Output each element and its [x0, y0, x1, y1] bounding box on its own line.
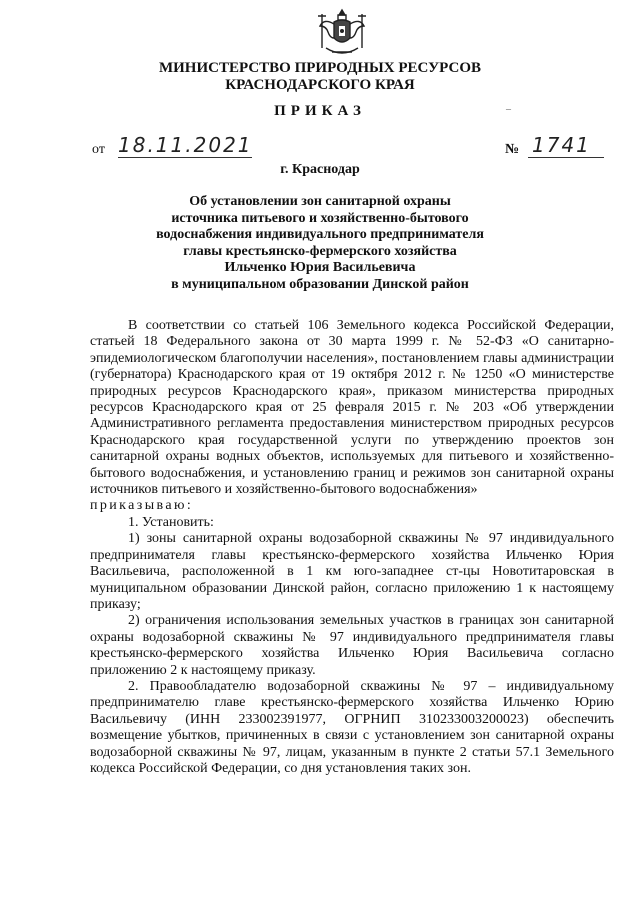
item-1-2: 2) ограничения использования земельных участков в границах зон санитарной охраны водозаборной скважины № 97 индивидуального предпринимателя главы крестьянско-фермерского хозяйства Ильченко Юрия Васильевича согласно приложению 2 к настоящему приказу. [90, 613, 614, 678]
ministry-name-line1: МИНИСТЕРСТВО ПРИРОДНЫХ РЕСУРСОВ [158, 60, 482, 76]
tick-mark: – [506, 104, 511, 115]
date-label: от [92, 142, 105, 157]
subject-line: источника питьевого и хозяйственно-бытового [171, 210, 469, 226]
ministry-name-line2: КРАСНОДАРСКОГО КРАЯ [225, 77, 415, 93]
number-handwritten: 1741 [532, 133, 591, 157]
date-field [118, 133, 252, 158]
subject-line: Ильченко Юрия Васильевича [224, 260, 416, 275]
order-subject [120, 194, 520, 293]
date-handwritten: 18.11.2021 [118, 133, 253, 157]
city: г. Краснодар [280, 162, 360, 177]
intro-paragraph: В соответствии со статьей 106 Земельного кодекса Российской Федерации, статьей 18 Федерального закона от 30 марта 1999 г. № 52-ФЗ «О санитарно-эпидемиологическом благополучии населения», постановлением главы администрации (губернатора) Краснодарского края от 19 октября 2012 г. № 1250 «О министерстве природных ресурсов Краснодарского края», приказом министерства природных ресурсов Краснодарского края от 25 февраля 2015 г. № 203 «Об утверждении Административного регламента предоставления министерством природных ресурсов Краснодарского края государственной услуги по утверждению проектов зон санитарной охраны водных объектов, используемых для питьевого и хозяйственно-бытового водоснабжения, и установлению границ и режимов зон санитарной охраны источников питьевого и хозяйственно-бытового водоснабжения» [90, 318, 614, 498]
order-word: приказываю: [90, 498, 194, 514]
item-2: 2. Правообладателю водозаборной скважины № 97 – индивидуальному предпринимателю главе крестьянско-фермерского хозяйства Ильченко Юрию Васильевичу (ИНН 233002391977, ОГРНИП 310233003200023) обеспечить возмещение убытков, причиненных в связи с установлением зон санитарной охраны водозаборной скважины № 97, лицам, указанным в пункте 2 статьи 57.1 Земельного кодекса Российской Федерации, со дня установления таких зон. [90, 678, 614, 776]
number-label: № [505, 142, 520, 157]
krasnodar-coat-of-arms-icon [312, 8, 372, 60]
ministry-name [100, 60, 540, 94]
subject-line: в муниципальном образовании Динской район [171, 276, 469, 292]
item-1-1: 1) зоны санитарной охраны водозаборной скважины № 97 индивидуального предпринимателя главы крестьянско-фермерского хозяйства Ильченко Юрия Васильевича, расположенной в 1 км юго-западнее ст-цы Новотитаровская в муниципальном образовании Динской район, согласно приложению 1 к настоящему приказу; [90, 531, 614, 612]
order-body [90, 318, 614, 777]
item-1: 1. Установить: [128, 514, 214, 530]
subject-line: Об установлении зон санитарной охраны [189, 194, 451, 209]
order-title: ПРИКАЗ [274, 103, 366, 119]
number-field [528, 133, 604, 158]
subject-line: водоснабжения индивидуального предпринимателя [156, 227, 484, 242]
subject-line: главы крестьянско-фермерского хозяйства [183, 243, 457, 259]
order-word-line [90, 498, 614, 514]
